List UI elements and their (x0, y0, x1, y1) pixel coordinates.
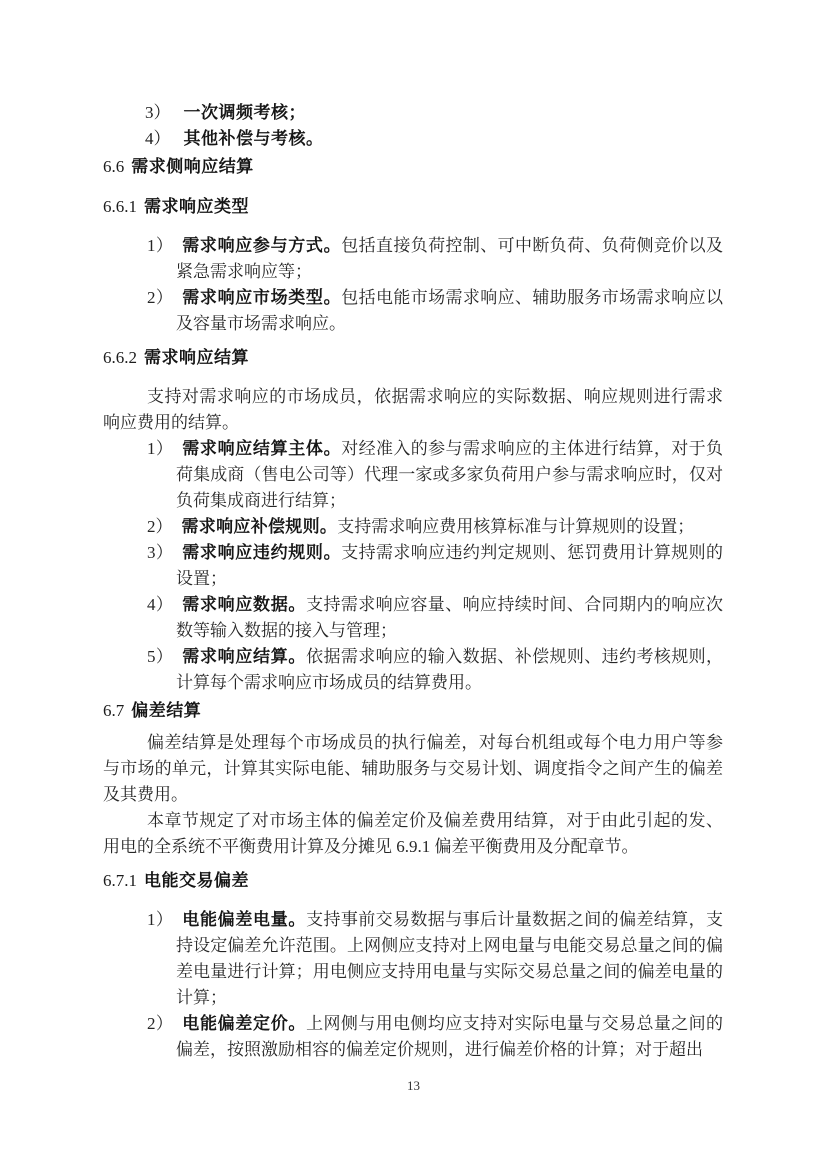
list-item-body: 上网侧与用电侧均应支持对实际电量与交易总量之间的偏差，按照激励相容的偏差定价规则，进行偏差价格的计算；对于超出 (176, 1014, 723, 1059)
list-item-number: 4） (145, 129, 171, 148)
list-item-number: 1） (147, 236, 174, 255)
section-title: 需求侧响应结算 (131, 157, 254, 176)
list-item-lead: 需求响应违约规则。 (182, 543, 342, 562)
page-footer (0, 1076, 827, 1096)
section-number: 6.7.1 (103, 871, 137, 890)
list-item-body: 支持需求响应违约判定规则、惩罚费用计算规则的设置； (176, 543, 724, 588)
list-item-number: 3） (145, 103, 171, 122)
paragraph: 偏差结算是处理每个市场成员的执行偏差，对每台机组或每个电力用户等参与市场的单元，计算其实际电能、辅助服务与交易计划、调度指令之间产生的偏差及其费用。 (103, 733, 723, 804)
section-number: 6.7 (103, 701, 125, 720)
list-item-number: 2） (147, 517, 173, 536)
list-item-lead: 需求响应参与方式。 (182, 236, 342, 255)
list-item-body: 支持需求响应费用核算标准与计算规则的设置； (337, 517, 695, 536)
section-number: 6.6 (103, 157, 125, 176)
section-title: 需求响应结算 (144, 348, 249, 367)
section-title: 需求响应类型 (144, 197, 249, 216)
paragraph: 本章节规定了对市场主体的偏差定价及偏差费用结算，对于由此引起的发、用电的全系统不平衡费用计算及分摊见 6.9.1 偏差平衡费用及分配章节。 (103, 811, 723, 856)
list-item-lead: 需求响应市场类型。 (182, 288, 342, 307)
list-item-lead: 电能偏差定价。 (182, 1014, 307, 1033)
section-heading-6-6-1 (103, 186, 723, 233)
list-item-number: 1） (147, 910, 174, 929)
list-item (103, 592, 723, 644)
list-item (103, 100, 723, 126)
list-item (103, 514, 723, 540)
list-item (103, 1011, 723, 1063)
list-item-text: 一次调频考核； (183, 103, 306, 122)
list-item-number: 3） (147, 543, 174, 562)
list-item-body: 依据需求响应的输入数据、补偿规则、违约考核规则，计算每个需求响应市场成员的结算费用。 (176, 647, 723, 692)
list-item-number: 2） (147, 288, 174, 307)
list-item-text: 其他补偿与考核。 (183, 129, 324, 148)
assessment-list-continuation (103, 100, 723, 152)
list-item (103, 436, 723, 514)
list-item-body: 支持事前交易数据与事后计量数据之间的偏差结算，支持设定偏差允许范围。上网侧应支持对上网电量与电能交易总量之间的偏差电量进行计算；用电侧应支持用电量与实际交易总量之间的偏差电量的计算； (176, 910, 723, 1007)
list-item-lead: 需求响应数据。 (182, 595, 307, 614)
list-item-body: 对经准入的参与需求响应的主体进行结算，对于负荷集成商（售电公司等）代理一家或多家负荷用户参与需求响应时，仅对负荷集成商进行结算； (176, 439, 724, 510)
paragraph: 支持对需求响应的市场成员，依据需求响应的实际数据、响应规则进行需求响应费用的结算。 (103, 387, 723, 432)
section-heading-6-7-1 (103, 860, 723, 907)
document-content (103, 100, 723, 1063)
list-item-number: 4） (147, 595, 174, 614)
list-item (103, 540, 723, 592)
list-item-body: 包括直接负荷控制、可中断负荷、负荷侧竞价以及紧急需求响应等； (176, 236, 724, 281)
list-item (103, 644, 723, 696)
list-item-lead: 需求响应补偿规则。 (181, 517, 338, 536)
list-item-body: 支持需求响应容量、响应持续时间、合同期内的响应次数等输入数据的接入与管理； (176, 595, 723, 640)
list-item (103, 285, 723, 337)
list-item-lead: 需求响应结算主体。 (182, 439, 342, 458)
list-item (103, 907, 723, 1011)
section-heading-6-6-2 (103, 337, 723, 384)
section-heading-6-6 (103, 152, 723, 186)
page-number: 13 (407, 1078, 420, 1093)
list-item-number: 5） (147, 647, 174, 666)
list-item (103, 233, 723, 285)
list-item-number: 1） (147, 439, 174, 458)
list-item-body: 包括电能市场需求响应、辅助服务市场需求响应以及容量市场需求响应。 (176, 288, 724, 333)
section-title: 电能交易偏差 (144, 871, 249, 890)
section-heading-6-7 (103, 696, 723, 730)
list-item-number: 2） (147, 1014, 174, 1033)
section-title: 偏差结算 (131, 701, 202, 720)
list-item (103, 126, 723, 152)
section-number: 6.6.2 (103, 348, 137, 367)
list-item-lead: 需求响应结算。 (182, 647, 307, 666)
list-item-lead: 电能偏差电量。 (182, 910, 307, 929)
section-number: 6.6.1 (103, 197, 137, 216)
